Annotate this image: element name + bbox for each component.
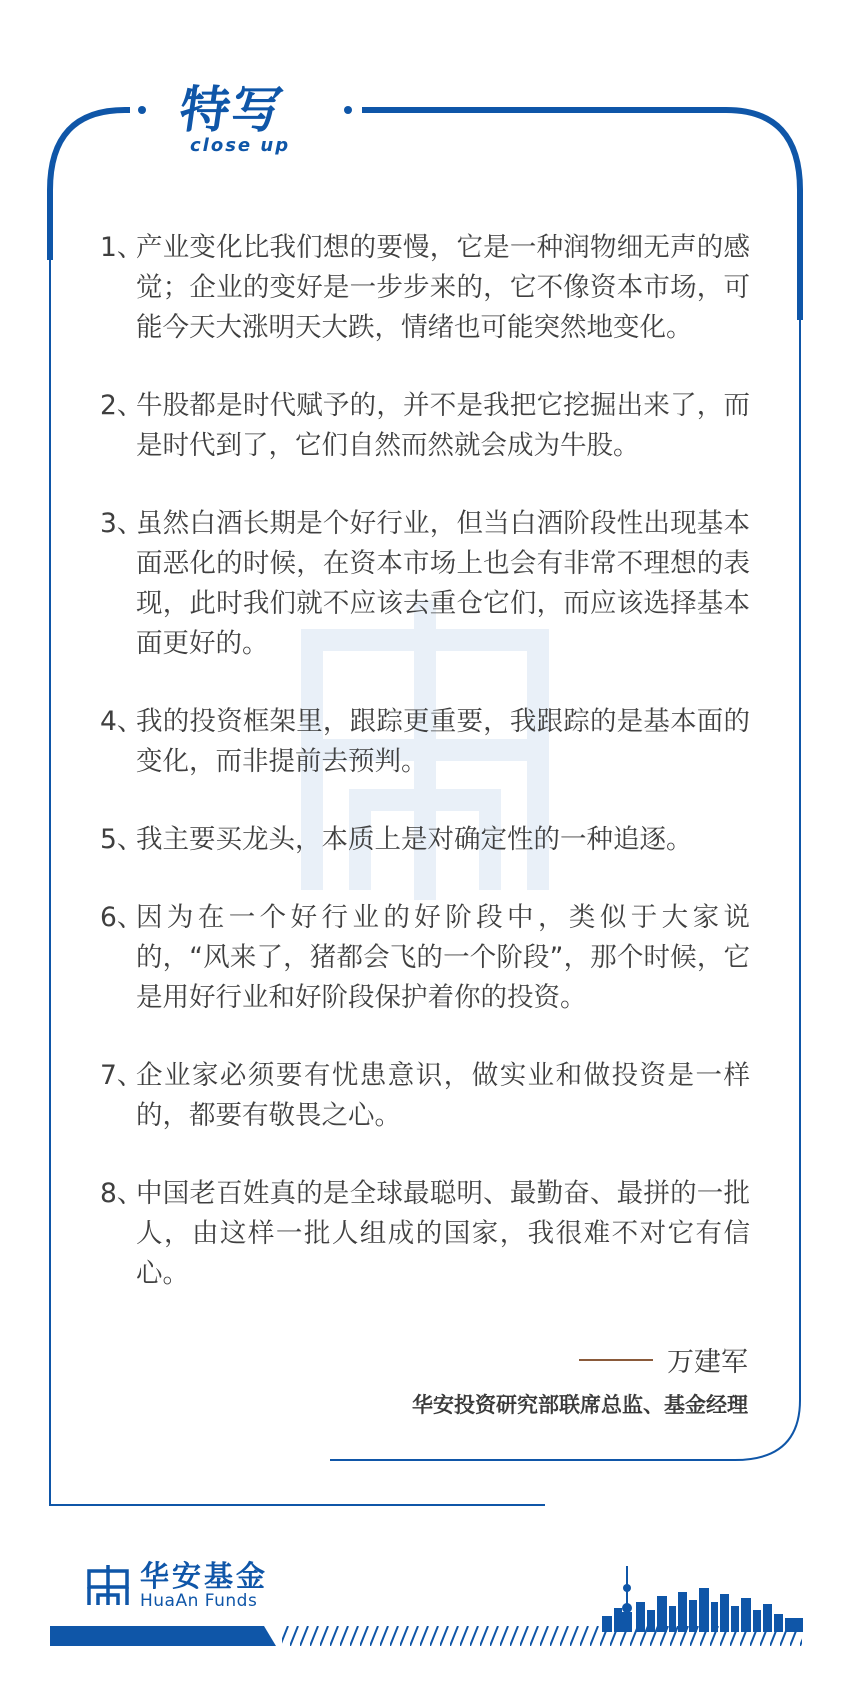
quote-text: 牛股都是时代赋予的，并不是我把它挖掘出来了，而是时代到了，它们自然而然就会成为牛股。 (136, 390, 750, 461)
quote-text: 我的投资框架里，跟踪更重要，我跟踪的是基本面的变化，而非提前去预判。 (136, 706, 750, 777)
quote-text: 虽然白酒长期是个好行业，但当白酒阶段性出现基本面恶化的时候，在资本市场上也会有非常不理想的表现，此时我们就不应该去重仓它们，而应该选择基本面更好的。 (136, 508, 750, 659)
quote-item (100, 702, 750, 782)
quote-number: 7、 (100, 1060, 144, 1091)
signature-title: 华安投资研究部联席总监、基金经理 (412, 1393, 748, 1417)
huaan-logo-icon (86, 1563, 130, 1607)
bottom-stripe-bar (50, 1626, 802, 1646)
header-title-cn: 特写 (175, 81, 289, 139)
city-skyline-icon (600, 1562, 805, 1632)
brand-name-cn: 华安基金 (140, 1559, 269, 1593)
quote-number: 4、 (100, 706, 144, 737)
header-logo (175, 81, 306, 162)
quote-item (100, 228, 750, 348)
signature-name-row (412, 1340, 748, 1379)
quote-number: 6、 (100, 902, 144, 933)
quote-number: 5、 (100, 824, 144, 855)
quote-number: 1、 (100, 232, 144, 263)
quote-number: 8、 (100, 1178, 144, 1209)
quote-list (100, 228, 750, 1332)
quote-text: 因为在一个好行业的好阶段中，类似于大家说的，“风来了，猪都会飞的一个阶段”，那个时候，它是用好行业和好阶段保护着你的投资。 (136, 902, 750, 1013)
quote-text: 产业变化比我们想的要慢，它是一种润物细无声的感觉；企业的变好是一步步来的，它不像资本市场，可能今天大涨明天大跌，情绪也可能突然地变化。 (136, 232, 750, 343)
quote-item (100, 898, 750, 1018)
quote-item (100, 1056, 750, 1136)
brand-text (140, 1560, 268, 1610)
quote-text: 中国老百姓真的是全球最聪明、最勤奋、最拼的一批人，由这样一批人组成的国家，我很难不对它有信心。 (136, 1178, 750, 1289)
quote-number: 2、 (100, 390, 144, 421)
brand-name-en: HuaAn Funds (140, 1591, 258, 1611)
brand-logo (86, 1560, 268, 1610)
quote-text: 我主要买龙头，本质上是对确定性的一种追逐。 (136, 824, 693, 855)
quote-item (100, 386, 750, 466)
quote-item (100, 504, 750, 664)
signature (412, 1340, 748, 1419)
quote-number: 3、 (100, 508, 144, 539)
signature-name: 万建军 (667, 1347, 748, 1378)
quote-item (100, 1174, 750, 1294)
header-title-en: close up (190, 135, 291, 156)
quote-text: 企业家必须要有忧患意识，做实业和做投资是一样的，都要有敬畏之心。 (136, 1060, 750, 1131)
quote-item (100, 820, 750, 860)
signature-dash (579, 1359, 653, 1361)
